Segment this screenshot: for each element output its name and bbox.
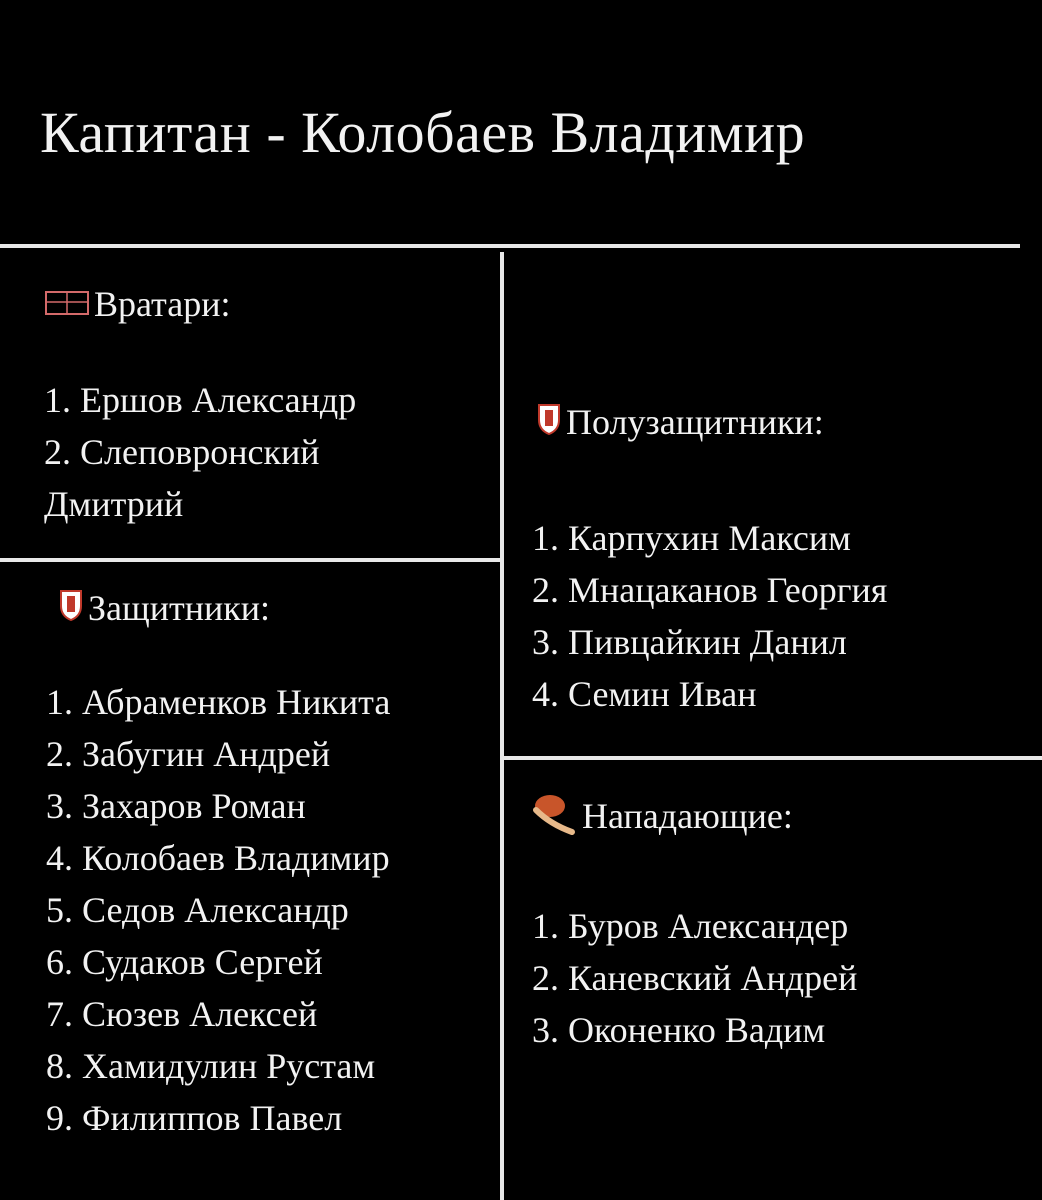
forwards-heading <box>528 790 793 842</box>
list-item: 1. Карпухин Максим <box>532 518 851 558</box>
forwards-label: Нападающие: <box>582 796 793 836</box>
page-title: Капитан - Колобаев Владимир <box>40 100 806 165</box>
list-item: 2. Каневский Андрей <box>532 958 858 998</box>
forwards-list <box>532 900 857 1056</box>
list-item: 3. Пивцайкин Данил <box>532 622 847 662</box>
list-item: 8. Хамидулин Рустам <box>46 1046 376 1086</box>
goalkeepers-label: Вратари: <box>94 284 231 324</box>
column-divider <box>500 252 504 1200</box>
midfielders-heading <box>536 402 824 442</box>
list-item: 7. Сюзев Алексей <box>46 994 318 1034</box>
list-item: 3. Оконенко Вадим <box>532 1010 826 1050</box>
goalkeepers-divider <box>0 558 500 562</box>
shield-icon <box>58 588 84 628</box>
list-item: 5. Седов Александр <box>46 890 349 930</box>
goal-icon <box>44 286 90 322</box>
goalkeepers-heading <box>44 286 230 322</box>
list-item: 9. Филиппов Павел <box>46 1098 343 1138</box>
goalkeepers-list <box>44 374 356 530</box>
list-item: 2. Слеповронский <box>44 432 320 472</box>
list-item: Дмитрий <box>44 484 184 524</box>
defenders-label: Защитники: <box>88 588 271 628</box>
midfielders-list <box>532 512 887 720</box>
kick-icon <box>528 790 578 842</box>
list-item: 1. Буров Александер <box>532 906 849 946</box>
midfielders-divider <box>504 756 1042 760</box>
midfielders-label: Полузащитники: <box>566 402 824 442</box>
list-item: 4. Семин Иван <box>532 674 757 714</box>
list-item: 1. Ершов Александр <box>44 380 357 420</box>
defenders-list <box>46 676 390 1144</box>
list-item: 1. Абраменков Никита <box>46 682 391 722</box>
defenders-heading <box>58 588 270 628</box>
list-item: 2. Забугин Андрей <box>46 734 331 774</box>
list-item: 3. Захаров Роман <box>46 786 306 826</box>
list-item: 6. Судаков Сергей <box>46 942 323 982</box>
list-item: 2. Мнацаканов Георгия <box>532 570 888 610</box>
list-item: 4. Колобаев Владимир <box>46 838 390 878</box>
shield-icon <box>536 402 562 442</box>
title-divider <box>0 244 1020 248</box>
